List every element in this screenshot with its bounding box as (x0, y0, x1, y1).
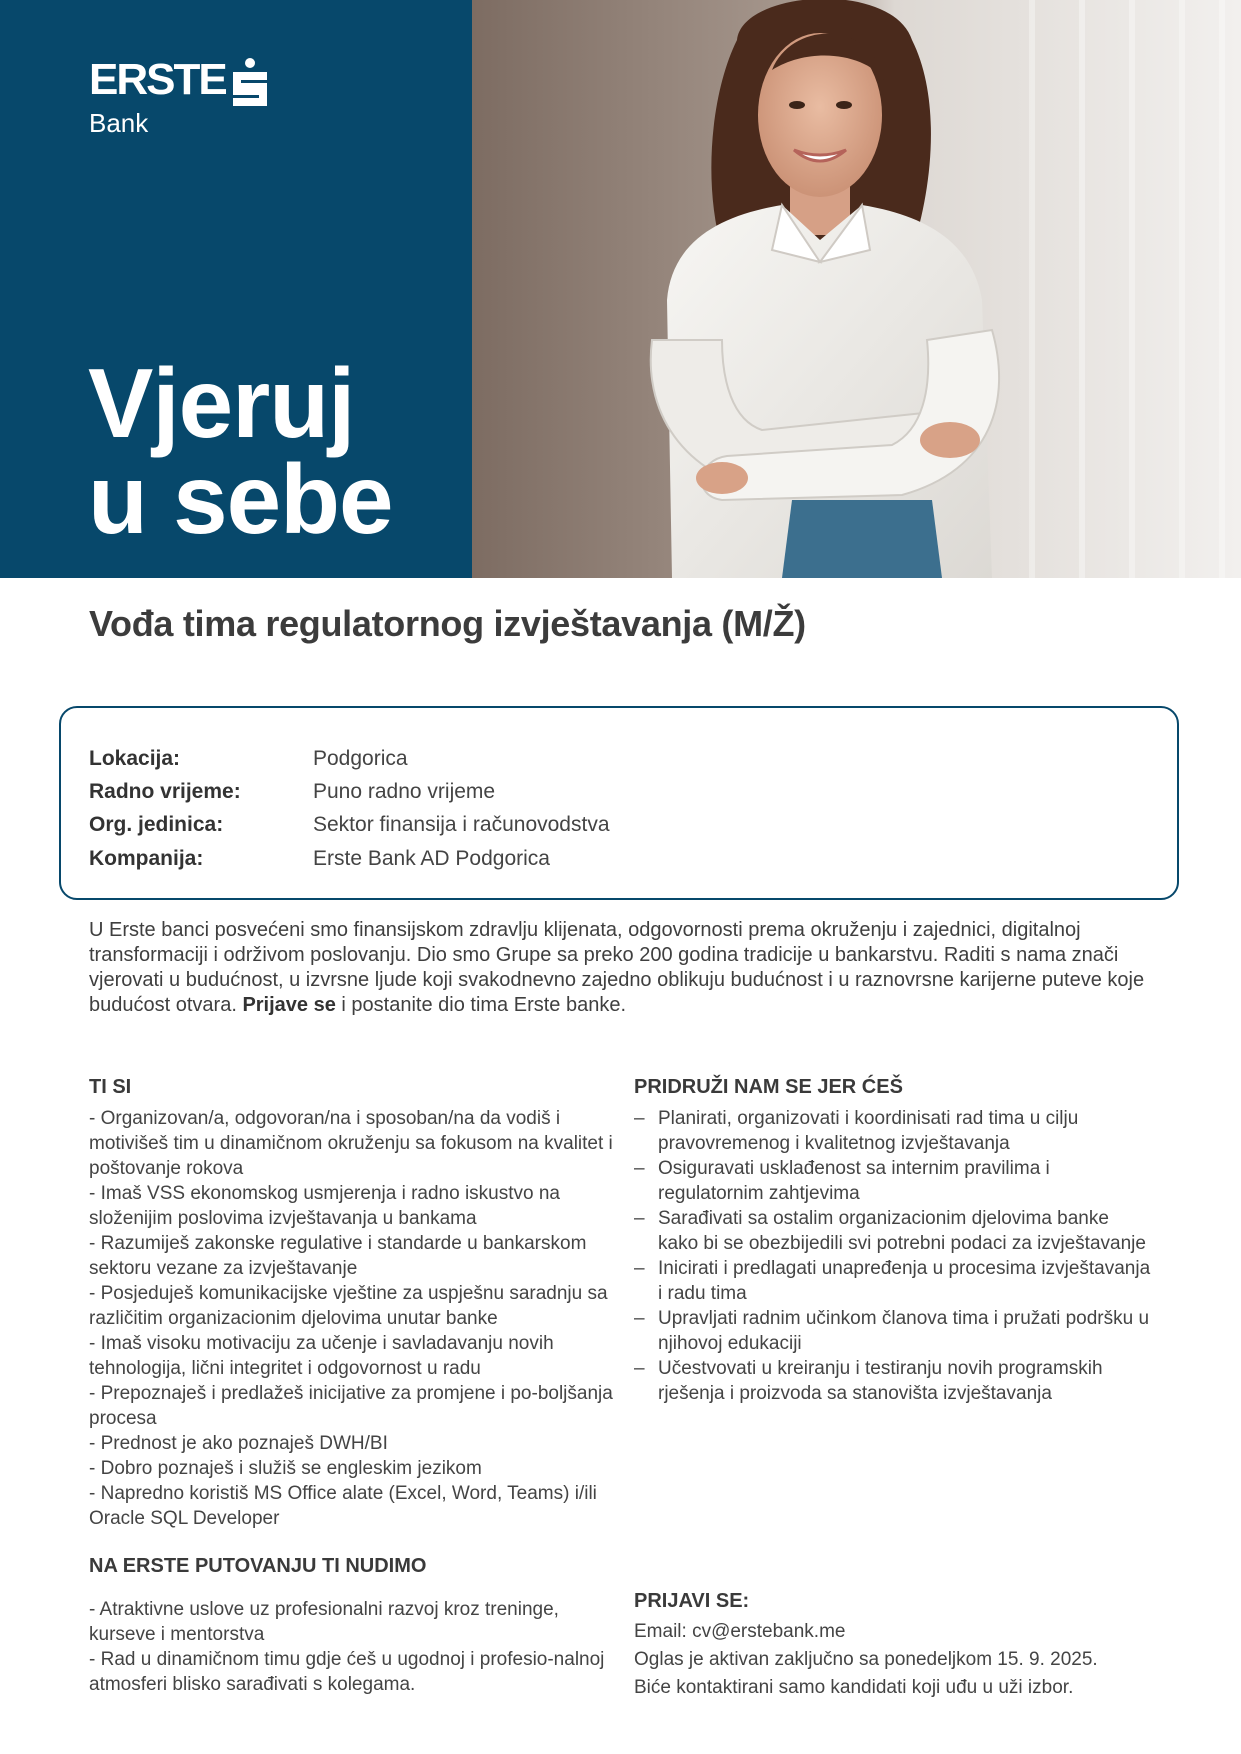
job-title: Vođa tima regulatornog izvještavanja (M/Ž) (89, 603, 806, 644)
intro-apply-emphasis: Prijave se (242, 994, 336, 1016)
section-heading: PRIJAVI SE: (634, 1590, 750, 1612)
list-item: - Prepoznaješ i predlažeš inicijative za promjene i po-boljšanja procesa (89, 1383, 613, 1429)
contact-email[interactable]: Email: cv@erstebank.me (634, 1621, 846, 1642)
intro-paragraph (89, 918, 1169, 1018)
list-item: - Atraktivne uslove uz profesionalni razvoj kroz treninge, kurseve i mentorstva (89, 1599, 559, 1645)
section-heading: PRIDRUŽI NAM SE JER ĆEŠ (634, 1076, 903, 1098)
list-item: – Upravljati radnim učinkom članova tima i pružati podršku u njihovoj edukaciji (634, 1306, 1154, 1356)
list-item: - Posjeduješ komunikacijske vještine za uspješnu saradnju sa različitim organizacionim djelovima unutar banke (89, 1283, 608, 1329)
info-label: Radno vrijeme: (89, 780, 241, 803)
intro-text-end: i postanite dio tima Erste banke. (341, 994, 627, 1016)
ti-si-list (89, 1106, 619, 1531)
list-item: – Učestvovati u kreiranju i testiranju novih programskih rješenja i proizvoda sa stanovišta izvještavanja (634, 1356, 1154, 1406)
hero-photo-woman (472, 0, 1241, 578)
hero-title-line-2: u sebe (88, 444, 393, 554)
hero-title-line-1: Vjeruj (88, 348, 355, 458)
list-item: – Osiguravati usklađenost sa internim pravilima i regulatornim zahtjevima (634, 1156, 1154, 1206)
section-nudimo (89, 1553, 619, 1697)
nudimo-list (89, 1597, 619, 1697)
pridruzi-list (634, 1106, 1154, 1406)
erste-bank-logo (89, 55, 226, 138)
list-item: – Planirati, organizovati i koordinisati rad tima u cilju pravovremenog i kvalitetnog izvještavanja (634, 1106, 1154, 1156)
erste-s-icon (229, 58, 271, 110)
list-item: - Dobro poznaješ i služiš se engleskim jezikom (89, 1458, 482, 1479)
job-info-box (59, 706, 1179, 900)
info-value: Sektor finansija i računovodstva (313, 813, 610, 836)
hero-banner (0, 0, 1241, 578)
list-item: – Inicirati i predlagati unapređenja u procesima izvještavanja i radu tima (634, 1256, 1154, 1306)
section-heading: TI SI (89, 1076, 132, 1098)
list-item: - Imaš VSS ekonomskog usmjerenja i radno iskustvo na složenijim poslovima izvještavanja u bankama (89, 1183, 560, 1229)
list-item: - Rad u dinamičnom timu gdje ćeš u ugodnoj i profesio-nalnoj atmosferi blisko sarađivati s kolegama. (89, 1649, 605, 1695)
list-item: - Prednost je ako poznaješ DWH/BI (89, 1433, 388, 1454)
list-item: - Imaš visoku motivaciju za učenje i savladavanju novih tehnologija, lični integritet i odgovornost u radu (89, 1333, 554, 1379)
logo-wordmark: ERSTE (89, 55, 226, 104)
info-label: Kompanija: (89, 847, 204, 870)
info-label: Lokacija: (89, 747, 181, 770)
logo-bank-text: Bank (89, 108, 149, 138)
section-prijavi (634, 1588, 1194, 1702)
list-item: - Razumiješ zakonske regulative i standarde u bankarskom sektoru vezane za izvještavanje (89, 1233, 587, 1279)
list-item: - Napredno koristiš MS Office alate (Excel, Word, Teams) i/ili Oracle SQL Developer (89, 1483, 597, 1529)
section-heading: NA ERSTE PUTOVANJU TI NUDIMO (89, 1555, 427, 1577)
hero-title (88, 348, 393, 554)
info-label: Org. jedinica: (89, 813, 224, 836)
list-item: - Organizovan/a, odgovoran/na i sposoban/na da vodiš i motivišeš tim u dinamičnom okruženju sa fokusom na kvalitet i poštovanje rokova (89, 1108, 613, 1179)
section-ti-si (89, 1074, 619, 1531)
info-value: Erste Bank AD Podgorica (313, 847, 550, 870)
section-pridruzi (634, 1074, 1154, 1406)
deadline-text: Oglas je aktivan zaključno sa ponedeljkom 15. 9. 2025. (634, 1649, 1098, 1670)
info-value: Podgorica (313, 747, 408, 770)
list-item: – Sarađivati sa ostalim organizacionim djelovima banke kako bi se obezbijedili svi potrebni podaci za izvještavanje (634, 1206, 1154, 1256)
info-value: Puno radno vrijeme (313, 780, 496, 803)
shortlist-note: Biće kontaktirani samo kandidati koji uđu u uži izbor. (634, 1677, 1074, 1698)
hero-brand-panel (0, 0, 472, 578)
intro-text: U Erste banci posvećeni smo finansijskom zdravlju klijenata, odgovornosti prema okruženju i zajednici, digitalnoj transformaciji i održivom poslovanju. Dio smo Grupe sa preko 200 godina tradicije u bankarstvu. Raditi s nama znači vjerovati u budućnost, u izvrsne ljude koji svakodnevno zajedno oblikuju budućnost i u raznovrsne karijerne puteve koje budućost otvara. (89, 919, 1145, 1016)
